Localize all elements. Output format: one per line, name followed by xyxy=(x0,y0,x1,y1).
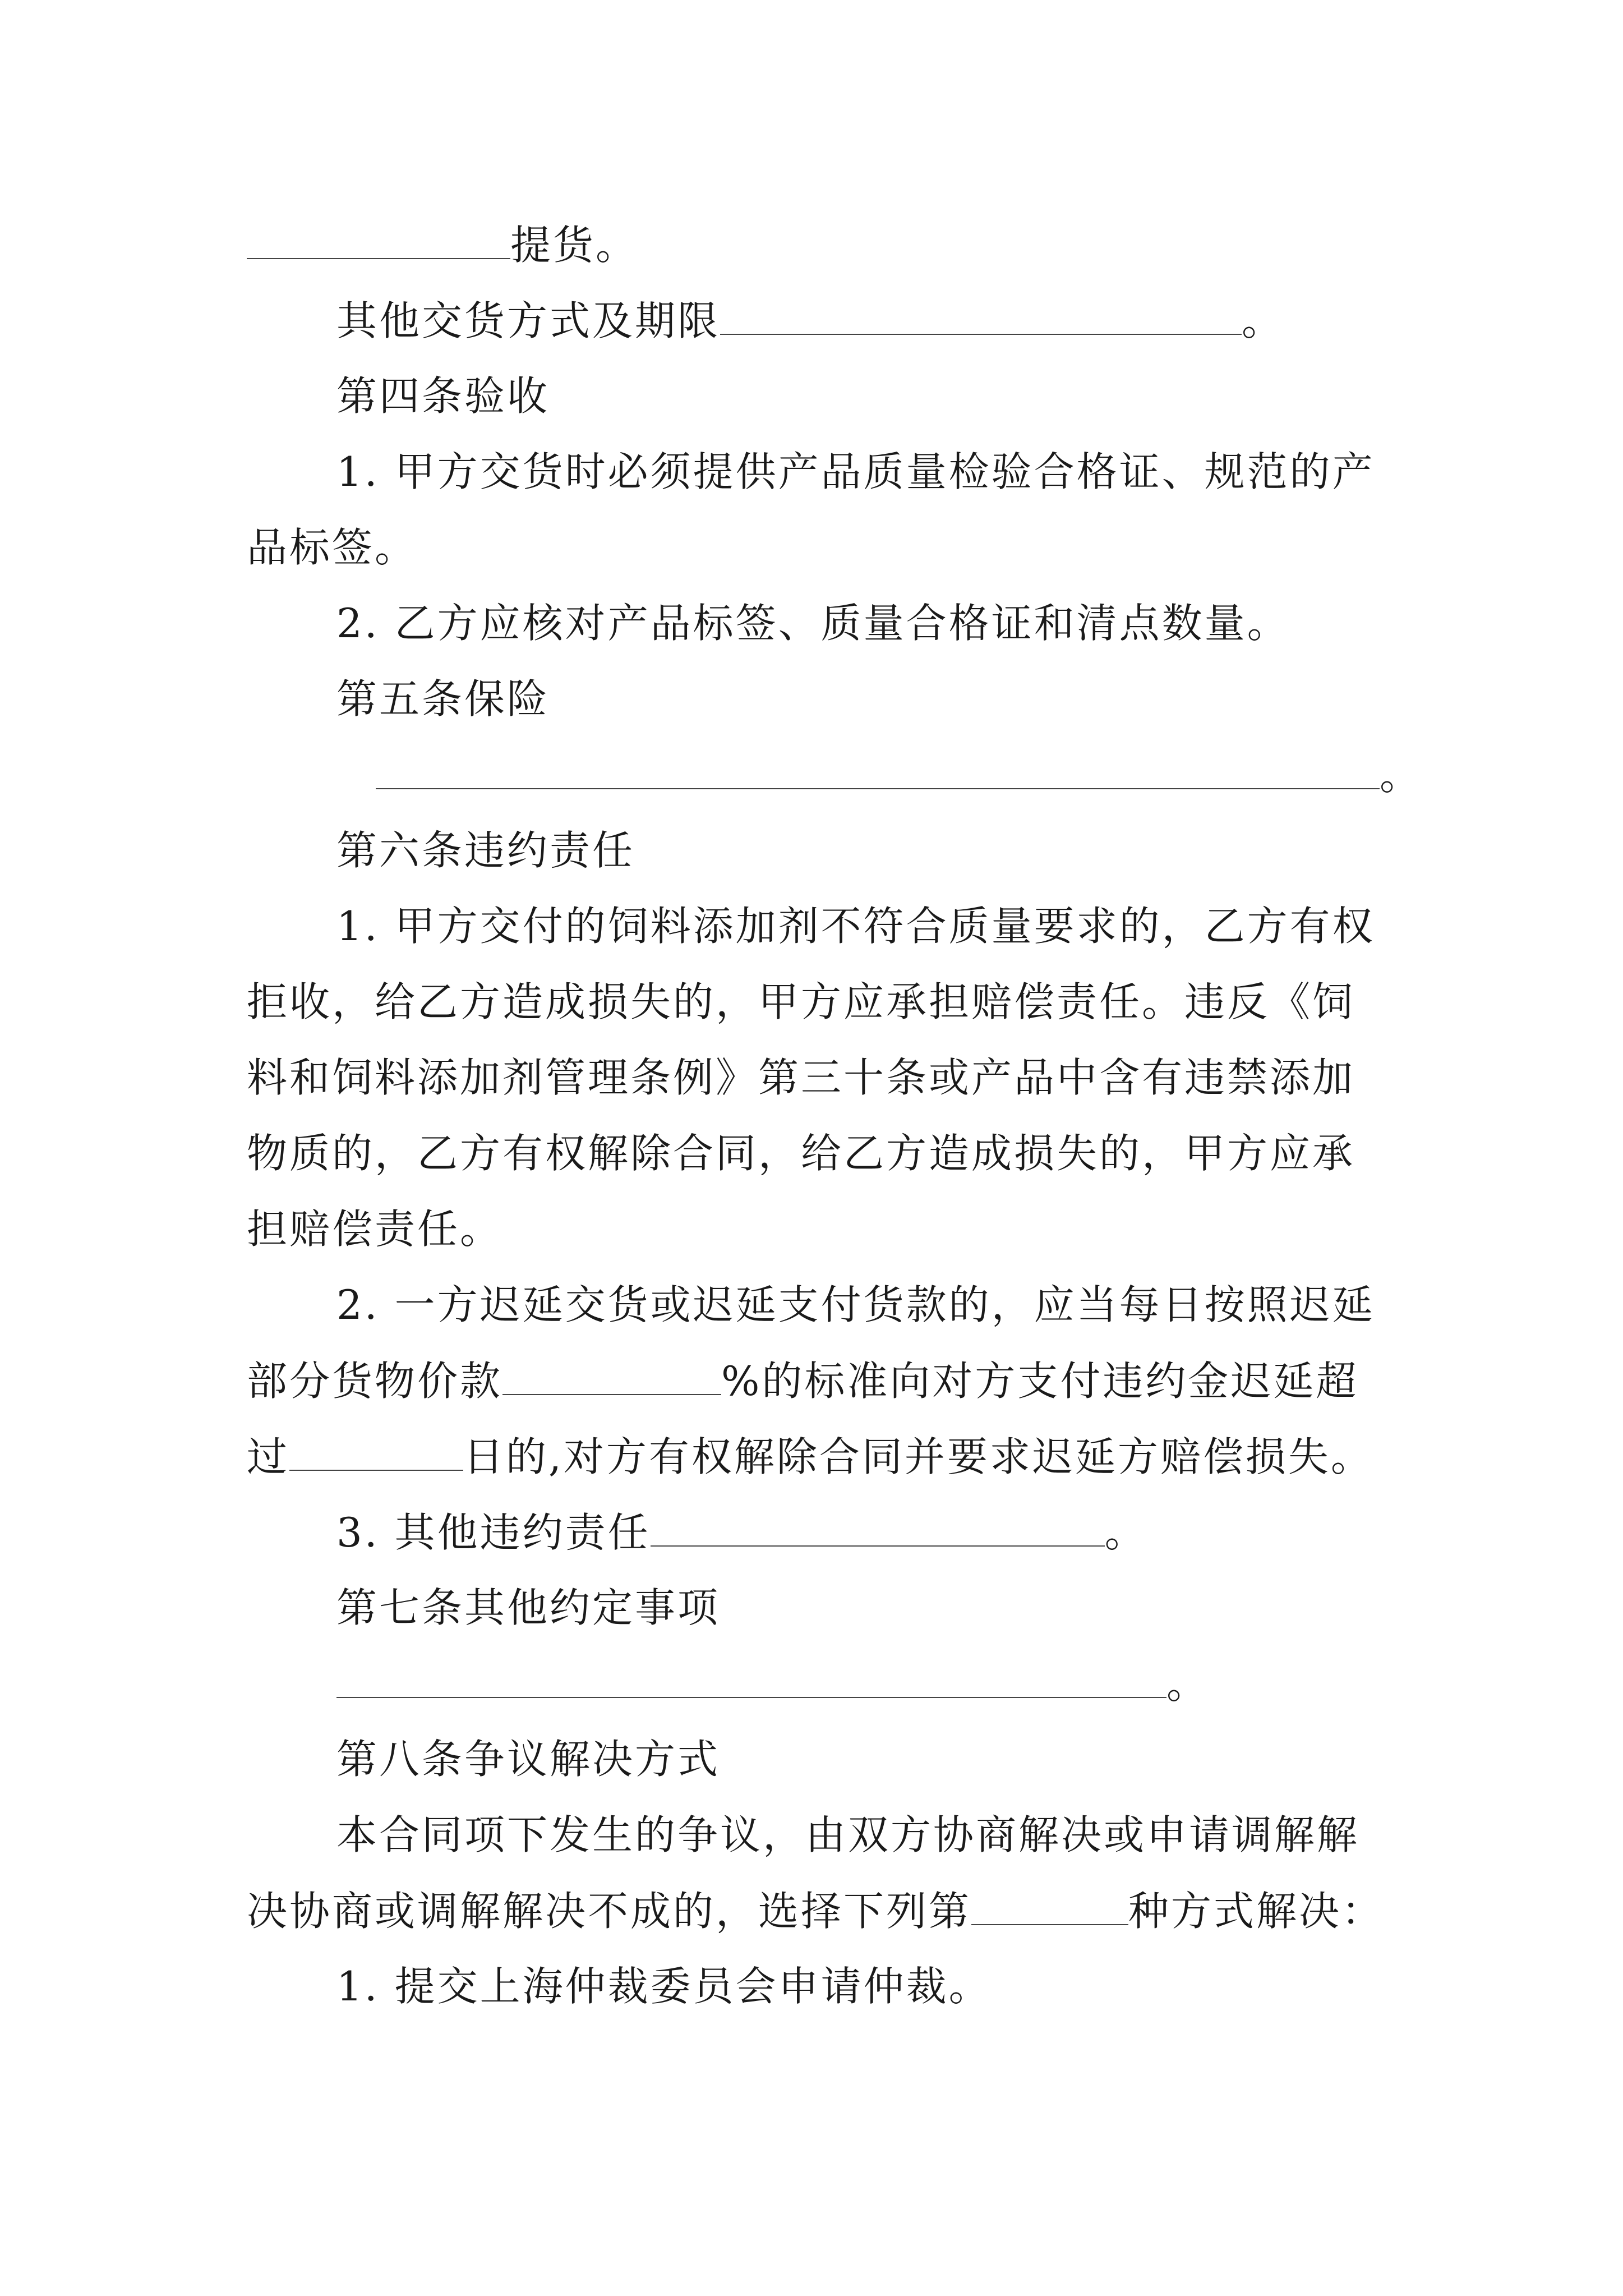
choice-tail: 种方式解决： xyxy=(1128,1888,1385,1935)
article-6-item-1-line-5: 担赔偿责任。 xyxy=(247,1205,503,1253)
other-agreement-blank[interactable] xyxy=(336,1663,1166,1698)
article-5-heading: 第五条保险 xyxy=(336,675,550,723)
choice-label: 决协商或调解解决不成的，选择下列第 xyxy=(247,1888,972,1935)
article-6-item-2-line-1: 2. 一方迟延交货或迟延支付货款的，应当每日按照迟延 xyxy=(336,1281,1375,1328)
other-delivery-label: 其他交货方式及期限 xyxy=(336,297,721,344)
article-6-item-3 xyxy=(336,1509,1475,1556)
article-6-item-2-line-2 xyxy=(247,1358,1385,1405)
other-delivery-blank[interactable] xyxy=(720,300,1242,335)
other-agreement-line xyxy=(336,1660,1475,1708)
article-4-item-1-line-2: 品标签。 xyxy=(247,524,418,571)
other-liability-blank[interactable] xyxy=(651,1512,1105,1547)
exceed-label: 过 xyxy=(247,1433,290,1480)
insurance-blank[interactable] xyxy=(376,754,1380,789)
delivery-tail: 提货。 xyxy=(510,222,639,269)
insurance-line xyxy=(376,752,1514,799)
termination-text: 日的,对方有权解除合同并要求迟延方赔偿损失。 xyxy=(463,1433,1373,1480)
article-6-item-1-line-2: 拒收，给乙方造成损失的，甲方应承担赔偿责任。违反《饲 xyxy=(247,978,1355,1025)
insurance-tail: 。 xyxy=(1380,752,1423,799)
article-4-heading: 第四条验收 xyxy=(336,372,550,420)
other-delivery-tail: 。 xyxy=(1242,297,1285,344)
article-8-para-line-2 xyxy=(247,1888,1385,1935)
article-6-item-1-line-3: 料和饲料添加剂管理条例》第三十条或产品中含有违禁添加 xyxy=(247,1054,1355,1101)
price-label: 部分货物价款 xyxy=(247,1358,503,1405)
article-6-heading: 第六条违约责任 xyxy=(336,827,635,874)
other-delivery-line xyxy=(336,297,1475,344)
article-8-item-1: 1. 提交上海仲裁委员会申请仲裁。 xyxy=(336,1963,992,2010)
other-agreement-tail: 。 xyxy=(1166,1660,1210,1708)
article-8-para-line-1: 本合同项下发生的争议，由双方协商解决或申请调解解 xyxy=(336,1811,1360,1858)
article-6-item-1-line-4: 物质的，乙方有权解除合同，给乙方造成损失的，甲方应承 xyxy=(247,1130,1355,1177)
article-8-heading: 第八条争议解决方式 xyxy=(336,1736,721,1783)
resolution-choice-blank[interactable] xyxy=(971,1890,1128,1925)
penalty-text: %的标准向对方支付违约金迟延超 xyxy=(721,1358,1359,1405)
article-4-item-2: 2. 乙方应核对产品标签、质量合格证和清点数量。 xyxy=(336,600,1290,647)
other-liability-label: 3. 其他违约责任 xyxy=(336,1509,651,1556)
delivery-blank[interactable] xyxy=(247,224,510,259)
penalty-percent-blank[interactable] xyxy=(502,1360,721,1395)
delivery-line xyxy=(247,222,1385,269)
article-7-heading: 第七条其他约定事项 xyxy=(336,1584,721,1631)
article-4-item-1-line-1: 1. 甲方交货时必须提供产品质量检验合格证、规范的产 xyxy=(336,448,1375,495)
delay-days-blank[interactable] xyxy=(289,1436,463,1471)
other-liability-tail: 。 xyxy=(1104,1509,1147,1556)
article-6-item-1-line-1: 1. 甲方交付的饲料添加剂不符合质量要求的，乙方有权 xyxy=(336,903,1375,950)
article-6-item-2-line-3 xyxy=(247,1433,1385,1480)
